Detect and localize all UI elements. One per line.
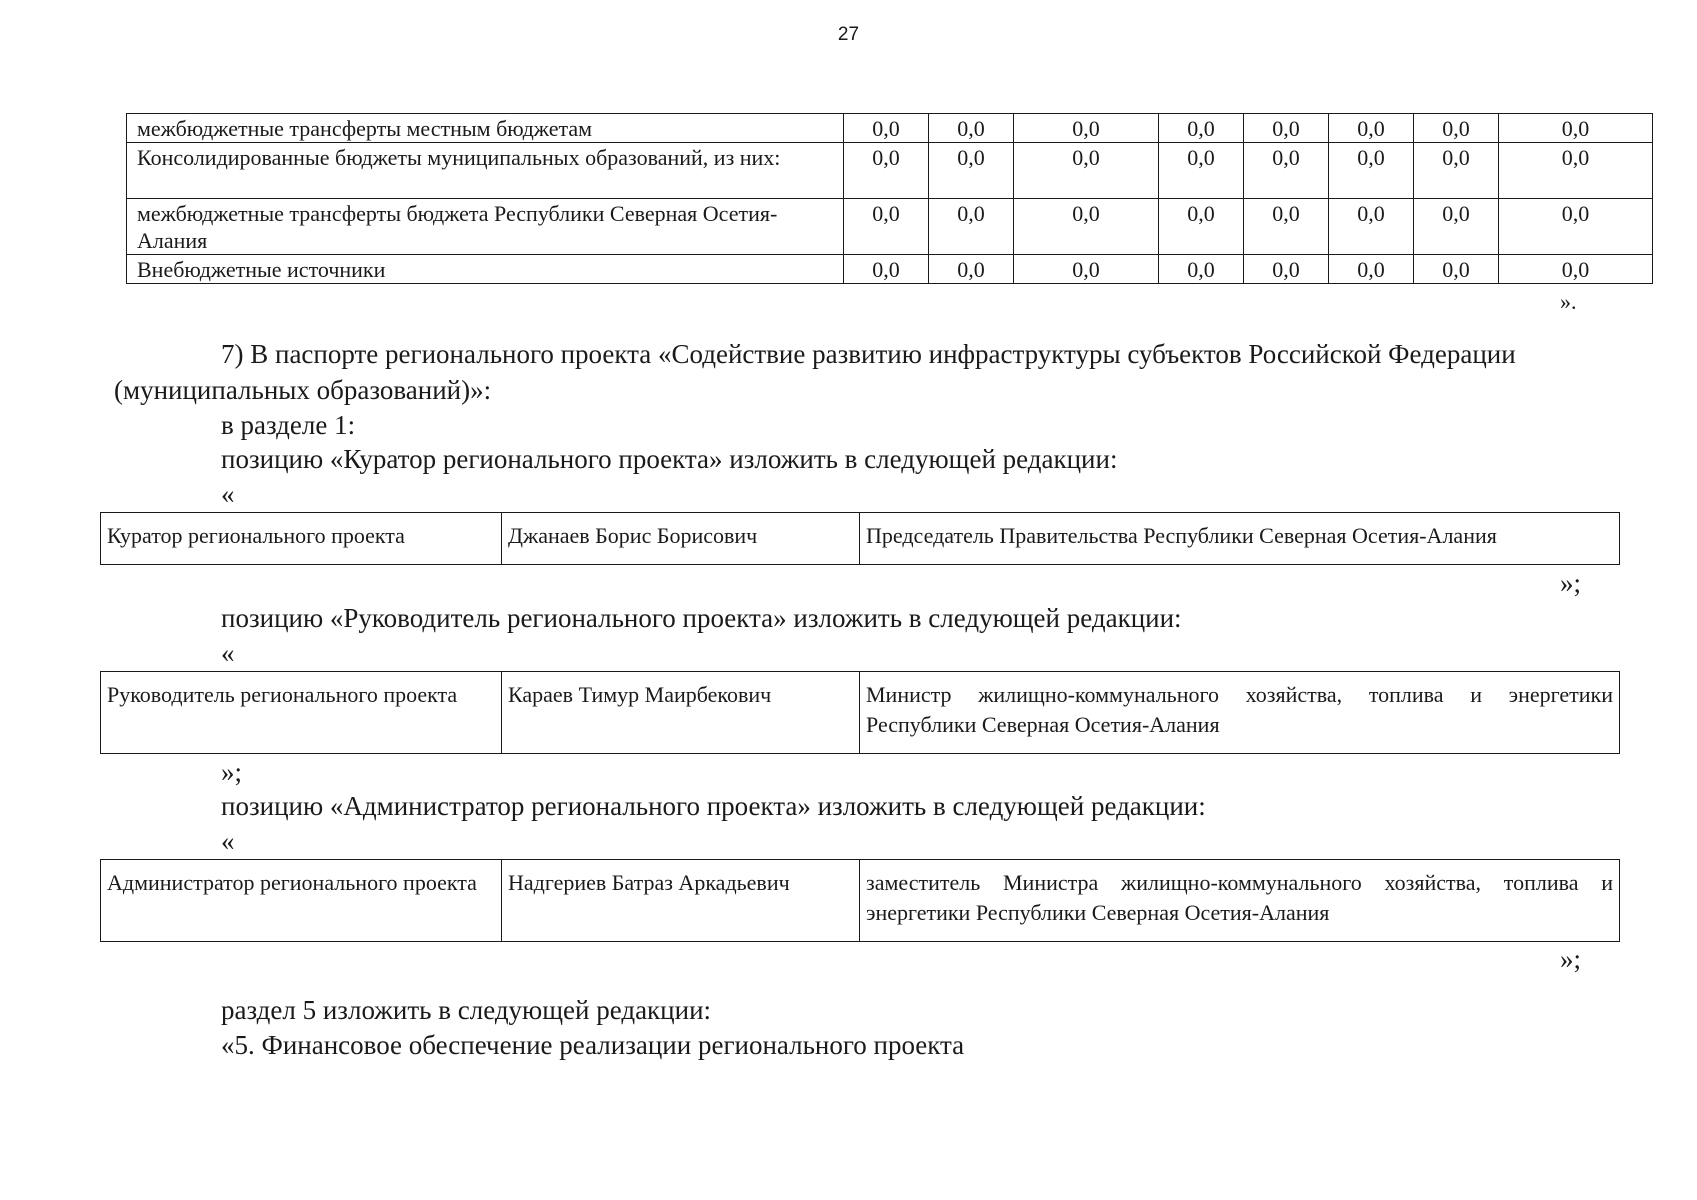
budget-row-label: межбюджетные трансферты бюджета Республики Северная Осетия-Алания — [127, 199, 844, 255]
budget-row-label: Консолидированные бюджеты муниципальных образований, из них: — [127, 143, 844, 199]
budget-value-cell: 0,0 — [929, 114, 1014, 143]
item-7-heading-line-2: (муниципальных образований)»: — [114, 375, 492, 405]
head-open-quote: « — [221, 638, 235, 668]
curator-open-quote: « — [221, 479, 235, 509]
budget-table-row — [127, 114, 1653, 143]
budget-value-cell: 0,0 — [1414, 143, 1499, 199]
head-person-cell: Караев Тимур Маирбекович — [502, 672, 860, 754]
budget-value-cell: 0,0 — [1414, 114, 1499, 143]
budget-value-cell: 0,0 — [1414, 255, 1499, 284]
admin-intro: позицию «Администратор регионального проекта» изложить в следующей редакции: — [221, 791, 1206, 821]
budget-row-label: Внебюджетные источники — [127, 255, 844, 284]
admin-close-quote: »; — [1560, 944, 1582, 974]
item-7-heading-line-1: 7) В паспорте регионального проекта «Содействие развитию инфраструктуры субъектов Российской Федерации — [221, 339, 1516, 369]
budget-value-cell: 0,0 — [1244, 255, 1329, 284]
budget-value-cell: 0,0 — [1244, 114, 1329, 143]
head-row — [101, 672, 1620, 754]
page-number: 27 — [837, 24, 860, 45]
admin-role-cell: Администратор регионального проекта — [101, 860, 502, 942]
budget-table-row — [127, 143, 1653, 199]
head-role-cell: Руководитель регионального проекта — [101, 672, 502, 754]
budget-value-cell: 0,0 — [1159, 255, 1244, 284]
section-5-title: «5. Финансовое обеспечение реализации регионального проекта — [221, 1030, 965, 1060]
budget-value-cell: 0,0 — [1159, 199, 1244, 255]
budget-value-cell: 0,0 — [1329, 255, 1414, 284]
budget-value-cell: 0,0 — [1499, 143, 1653, 199]
curator-close-quote: »; — [1560, 568, 1582, 598]
budget-value-cell: 0,0 — [1329, 114, 1414, 143]
budget-value-cell: 0,0 — [1499, 255, 1653, 284]
admin-position-cell: заместитель Министра жилищно-коммунального хозяйства, топлива и энергетики Республики Северная Осетия-Алания — [860, 860, 1620, 942]
budget-value-cell: 0,0 — [1499, 114, 1653, 143]
curator-row — [101, 513, 1620, 565]
budget-value-cell: 0,0 — [1159, 143, 1244, 199]
section-1-label: в разделе 1: — [221, 410, 356, 440]
admin-row — [101, 860, 1620, 942]
budget-value-cell: 0,0 — [929, 199, 1014, 255]
curator-table — [100, 512, 1620, 565]
budget-table-row — [127, 255, 1653, 284]
head-close-quote: »; — [221, 757, 243, 787]
curator-role-cell: Куратор регионального проекта — [101, 513, 502, 565]
curator-position-cell: Председатель Правительства Республики Северная Осетия-Алания — [860, 513, 1620, 565]
head-position-cell: Министр жилищно-коммунального хозяйства, топлива и энергетики Республики Северная Осетия-Алания — [860, 672, 1620, 754]
curator-intro: позицию «Куратор регионального проекта» изложить в следующей редакции: — [221, 444, 1118, 474]
budget-value-cell: 0,0 — [1414, 199, 1499, 255]
budget-value-cell: 0,0 — [1014, 143, 1159, 199]
budget-value-cell: 0,0 — [1014, 255, 1159, 284]
budget-value-cell: 0,0 — [1159, 114, 1244, 143]
budget-value-cell: 0,0 — [844, 255, 929, 284]
admin-person-cell: Надгериев Батраз Аркадьевич — [502, 860, 860, 942]
admin-open-quote: « — [221, 826, 235, 856]
section-5-intro: раздел 5 изложить в следующей редакции: — [221, 995, 712, 1025]
budget-value-cell: 0,0 — [1244, 199, 1329, 255]
budget-table — [126, 113, 1653, 284]
head-intro: позицию «Руководитель регионального проекта» изложить в следующей редакции: — [221, 603, 1182, 633]
budget-value-cell: 0,0 — [929, 143, 1014, 199]
budget-value-cell: 0,0 — [1014, 199, 1159, 255]
budget-value-cell: 0,0 — [1014, 114, 1159, 143]
budget-value-cell: 0,0 — [1329, 143, 1414, 199]
budget-table-row — [127, 199, 1653, 255]
admin-table — [100, 859, 1620, 942]
budget-value-cell: 0,0 — [1244, 143, 1329, 199]
budget-value-cell: 0,0 — [1329, 199, 1414, 255]
budget-value-cell: 0,0 — [929, 255, 1014, 284]
budget-value-cell: 0,0 — [844, 143, 929, 199]
budget-value-cell: 0,0 — [844, 199, 929, 255]
budget-row-label: межбюджетные трансферты местным бюджетам — [127, 114, 844, 143]
budget-value-cell: 0,0 — [1499, 199, 1653, 255]
head-table — [100, 671, 1620, 754]
budget-value-cell: 0,0 — [844, 114, 929, 143]
curator-person-cell: Джанаев Борис Борисович — [502, 513, 860, 565]
budget-table-closing-quote: ». — [1560, 289, 1577, 314]
